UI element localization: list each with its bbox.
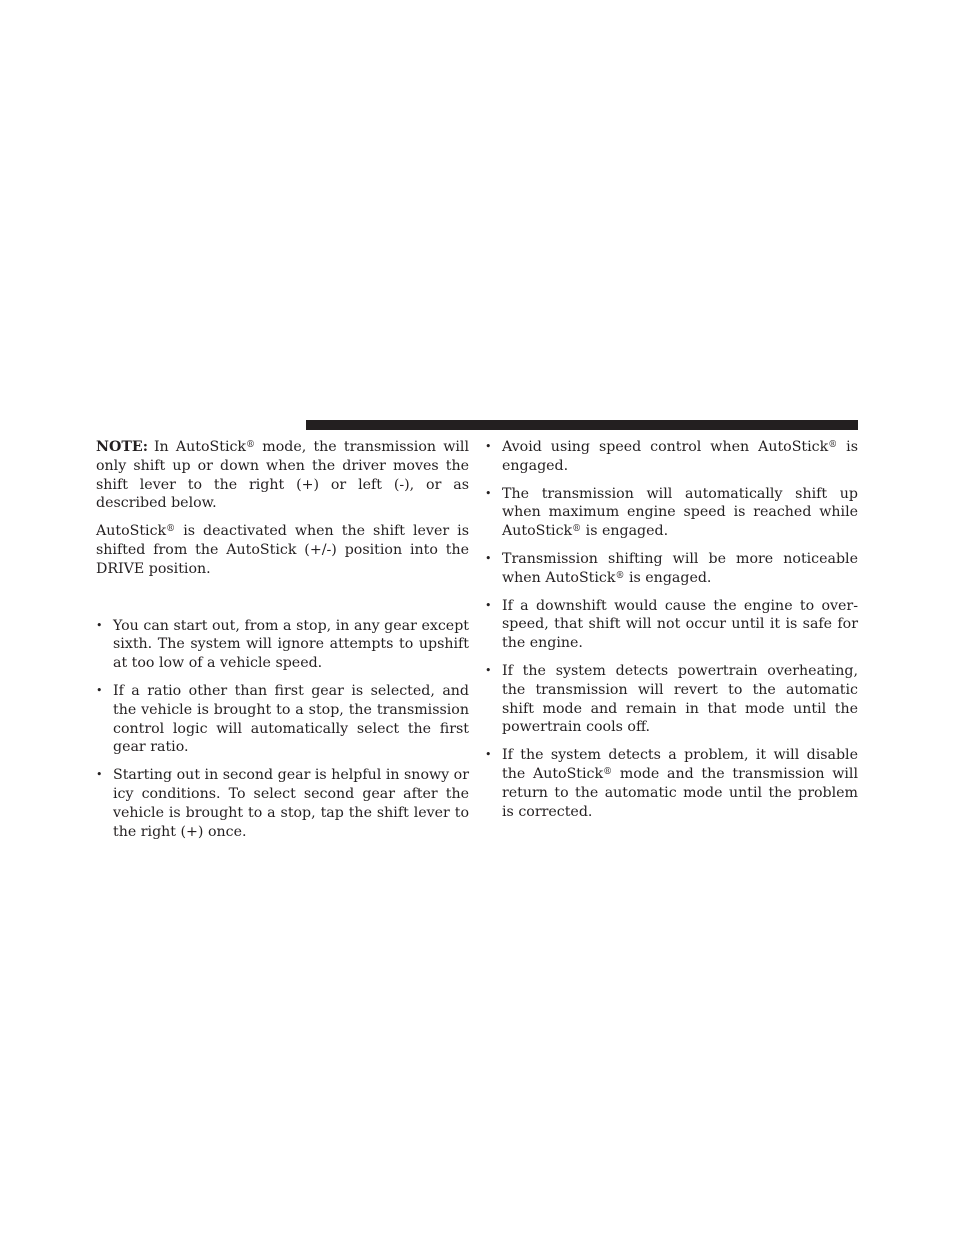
- list-item-text: Avoid using speed control when AutoStick: [502, 439, 829, 455]
- list-item: [485, 438, 858, 476]
- left-column: [96, 438, 469, 850]
- list-item: [485, 662, 858, 737]
- note-text-cont: mode, the transmission will only shift up or down when the driver moves the shift lever to the right (+) or left (-), or as described below.: [96, 439, 469, 512]
- registered-mark: ®: [828, 439, 838, 450]
- bullet-icon: •: [96, 768, 103, 782]
- list-item-text-cont: is engaged.: [624, 569, 712, 586]
- list-item: [485, 485, 858, 541]
- deactivation-paragraph: [96, 522, 469, 578]
- note-text: In AutoStick: [153, 439, 247, 455]
- bullet-icon: •: [485, 748, 492, 762]
- registered-mark: ®: [572, 524, 582, 535]
- right-bullet-list: [485, 438, 858, 821]
- bullet-icon: •: [96, 618, 103, 632]
- list-item: [485, 746, 858, 821]
- header-rule: [306, 420, 858, 430]
- list-item-text-cont: is engaged.: [581, 523, 669, 540]
- list-item-text: If a downshift would cause the engine to over-speed, that shift will not occur until it is safe for the engine.: [502, 597, 858, 652]
- bullet-icon: •: [485, 598, 492, 612]
- list-item: [96, 682, 469, 757]
- para-text: AutoStick: [96, 523, 167, 540]
- list-item-text: You can start out, from a stop, in any gear except sixth. The system will ignore attempts to upshift at too low of a vehicle speed.: [113, 617, 469, 672]
- list-item-text: If the system detects a problem, it will disable the AutoStick: [502, 747, 858, 782]
- bullet-icon: •: [485, 551, 492, 565]
- list-item: [485, 550, 858, 588]
- bullet-icon: •: [485, 440, 492, 453]
- bullet-icon: •: [96, 683, 103, 697]
- bullet-icon: •: [485, 486, 492, 500]
- list-item-text: Transmission shifting will be more noticeable when AutoStick: [502, 550, 858, 586]
- para-text-cont: is deactivated when the shift lever is shifted from the AutoStick (+/-) position into the DRIVE position.: [96, 523, 469, 577]
- list-item-text: Starting out in second gear is helpful in snowy or icy conditions. To select second gear after the vehicle is brought to a stop, tap the shift lever to the right (+) once.: [113, 767, 469, 840]
- bullet-icon: •: [485, 663, 492, 677]
- left-bullet-list: [96, 617, 469, 842]
- note-paragraph: [96, 438, 469, 513]
- list-item-text: The transmission will automatically shift up when maximum engine speed is reached while AutoStick: [502, 485, 858, 540]
- right-column: [485, 438, 858, 830]
- list-item-text: If a ratio other than first gear is selected, and the vehicle is brought to a stop, the transmission control logic will automatically select the first gear ratio.: [113, 682, 469, 756]
- note-label: NOTE:: [96, 439, 148, 455]
- list-item: [96, 617, 469, 673]
- registered-mark: ®: [246, 439, 256, 450]
- list-item-text-cont: mode and the transmission will return to the automatic mode until the problem is corrected.: [502, 765, 858, 820]
- list-item-text: If the system detects powertrain overheating, the transmission will revert to the automatic shift mode and remain in that mode until the powertrain cools off.: [502, 662, 858, 736]
- list-item-text-cont: is engaged.: [502, 439, 859, 474]
- registered-mark: ®: [603, 766, 613, 777]
- list-item: [96, 766, 469, 841]
- registered-mark: ®: [615, 570, 625, 581]
- list-item: [485, 597, 858, 653]
- registered-mark: ®: [166, 524, 176, 535]
